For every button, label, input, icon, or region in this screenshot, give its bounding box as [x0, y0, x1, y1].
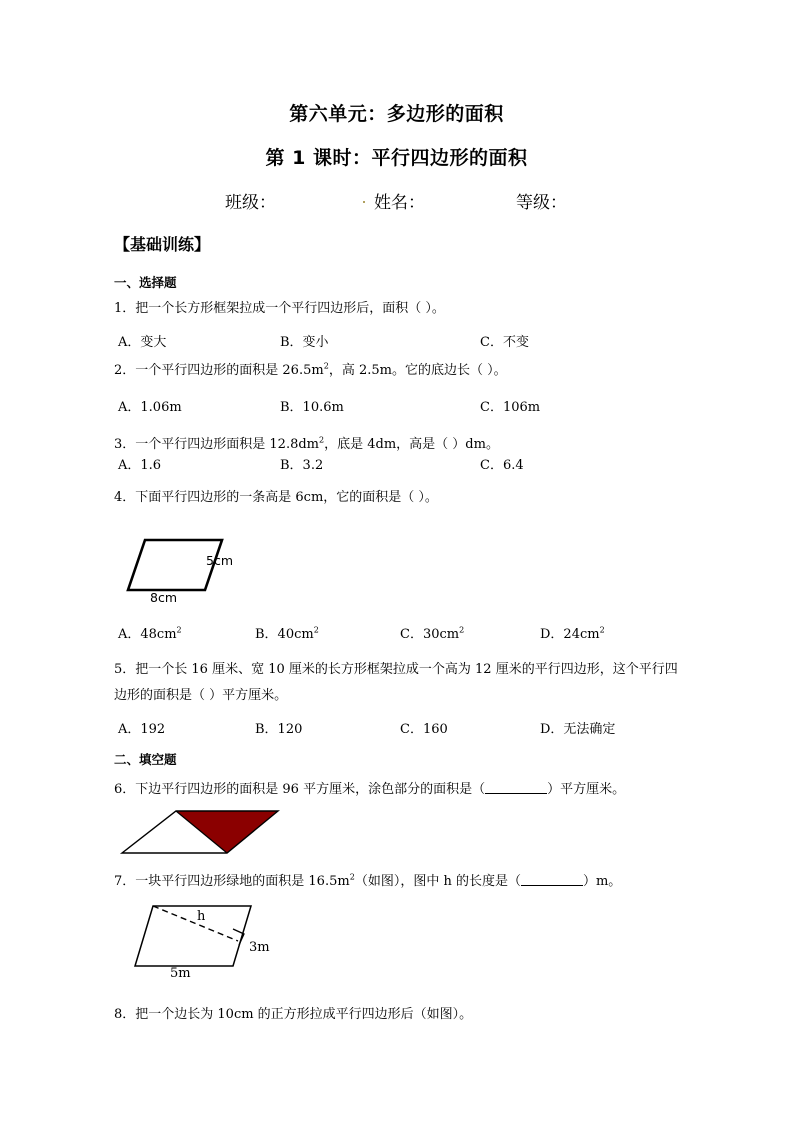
option-c[interactable]: C．160 — [400, 722, 448, 737]
height-dashed-line — [153, 906, 238, 941]
question-6-prefix: 6．下边平行四边形的面积是 96 平方厘米，涂色部分的面积是（ — [114, 782, 486, 797]
option-b[interactable] — [255, 623, 319, 642]
option-a-text: A．48cm — [118, 627, 177, 642]
question-2-prefix: 2．一个平行四边形的面积是 26.5m — [114, 363, 324, 378]
question-6-shaded-parallelogram-figure — [118, 805, 288, 860]
option-d-text: D．24cm — [540, 627, 600, 642]
option-b[interactable]: B．120 — [255, 722, 303, 737]
option-b-superscript: 2 — [313, 625, 319, 635]
question-7-prefix: 7．一块平行四边形绿地的面积是 16.5m — [114, 874, 350, 889]
question-1-options — [0, 331, 793, 349]
option-a[interactable] — [118, 623, 182, 642]
grade-label: 等级： — [516, 193, 567, 213]
right-angle-mark-icon — [233, 929, 244, 945]
question-4-text: 4．下面平行四边形的一条高是 6cm，它的面积是（ ）。 — [114, 490, 438, 505]
parallelogram-svg — [118, 528, 278, 608]
option-a-superscript: 2 — [176, 625, 182, 635]
section-heading-basic-training: 【基础训练】 — [114, 235, 211, 254]
question-6-suffix: ）平方厘米。 — [547, 782, 626, 797]
question-3-suffix: ，底是 4dm，高是（ ）dm。 — [324, 437, 499, 452]
section-heading-multiple-choice: 一、选择题 — [114, 275, 177, 290]
option-d[interactable]: D．无法确定 — [540, 722, 616, 737]
option-c[interactable] — [400, 623, 464, 642]
parallelogram-shape — [135, 906, 251, 966]
question-2-superscript: 2 — [323, 361, 329, 371]
answer-blank[interactable] — [521, 874, 583, 886]
question-7-superscript: 2 — [349, 872, 355, 882]
question-7-suffix: ）m。 — [582, 874, 622, 889]
option-b[interactable]: B．10.6m — [280, 400, 344, 415]
class-label: 班级： — [225, 193, 276, 213]
answer-blank[interactable] — [485, 782, 547, 794]
question-3-superscript: 2 — [319, 435, 325, 445]
figure-height-label: h — [197, 909, 206, 924]
question-4-parallelogram-figure — [118, 528, 278, 608]
option-c[interactable]: C．6.4 — [480, 458, 524, 473]
option-a[interactable]: A．变大 — [118, 335, 167, 350]
option-b[interactable]: B．3.2 — [280, 458, 324, 473]
page-title-unit: 第六单元：多边形的面积 — [289, 103, 504, 125]
question-8-text: 8．把一个边长为 10cm 的正方形拉成平行四边形后（如图）。 — [114, 1007, 473, 1022]
option-a[interactable]: A．1.06m — [118, 400, 182, 415]
option-b-text: B．40cm — [255, 627, 314, 642]
question-7-parallelogram-figure — [125, 898, 285, 988]
option-c-superscript: 2 — [459, 625, 465, 635]
option-a[interactable]: A．192 — [118, 722, 166, 737]
question-2-options — [0, 396, 793, 414]
option-d[interactable] — [540, 623, 605, 642]
question-3-options — [0, 454, 793, 472]
question-1-text: 1．把一个长方形框架拉成一个平行四边形后，面积（ ）。 — [114, 301, 445, 316]
option-b[interactable]: B．变小 — [280, 335, 329, 350]
option-d-superscript: 2 — [599, 625, 605, 635]
figure-side-label: 3m — [249, 940, 270, 955]
question-3-text — [114, 436, 499, 453]
shaded-triangle — [176, 811, 278, 853]
question-5-text: 5．把一个长 16 厘米、宽 10 厘米的长方形框架拉成一个高为 12 厘米的平行四边形，这个平行四边形的面积是（ ）平方厘米。 — [114, 662, 678, 703]
question-2-suffix: ，高 2.5m。它的底边长（ ）。 — [328, 363, 507, 378]
shaded-parallelogram-svg — [118, 805, 288, 860]
figure-side-label: 5cm — [206, 553, 234, 568]
question-5-options — [0, 718, 793, 736]
question-4-options — [0, 623, 793, 641]
question-2-text — [114, 362, 507, 379]
question-7-text — [114, 873, 621, 890]
figure-base-label: 8cm — [150, 590, 178, 605]
option-c-text: C．30cm — [400, 627, 460, 642]
section-heading-fill-in-blank: 二、填空题 — [114, 752, 177, 767]
page-title-lesson: 第 1 课时：平行四边形的面积 — [265, 147, 528, 169]
question-7-mid: （如图），图中 h 的长度是（ — [354, 874, 521, 889]
option-c[interactable]: C．106m — [480, 400, 541, 415]
stray-mark — [363, 201, 365, 203]
question-6-text — [114, 781, 625, 798]
question-3-prefix: 3．一个平行四边形面积是 12.8dm — [114, 437, 319, 452]
option-a[interactable]: A．1.6 — [118, 458, 162, 473]
figure-base-label: 5m — [170, 966, 191, 981]
name-label: 姓名： — [374, 193, 425, 213]
option-c[interactable]: C．不变 — [480, 335, 529, 350]
